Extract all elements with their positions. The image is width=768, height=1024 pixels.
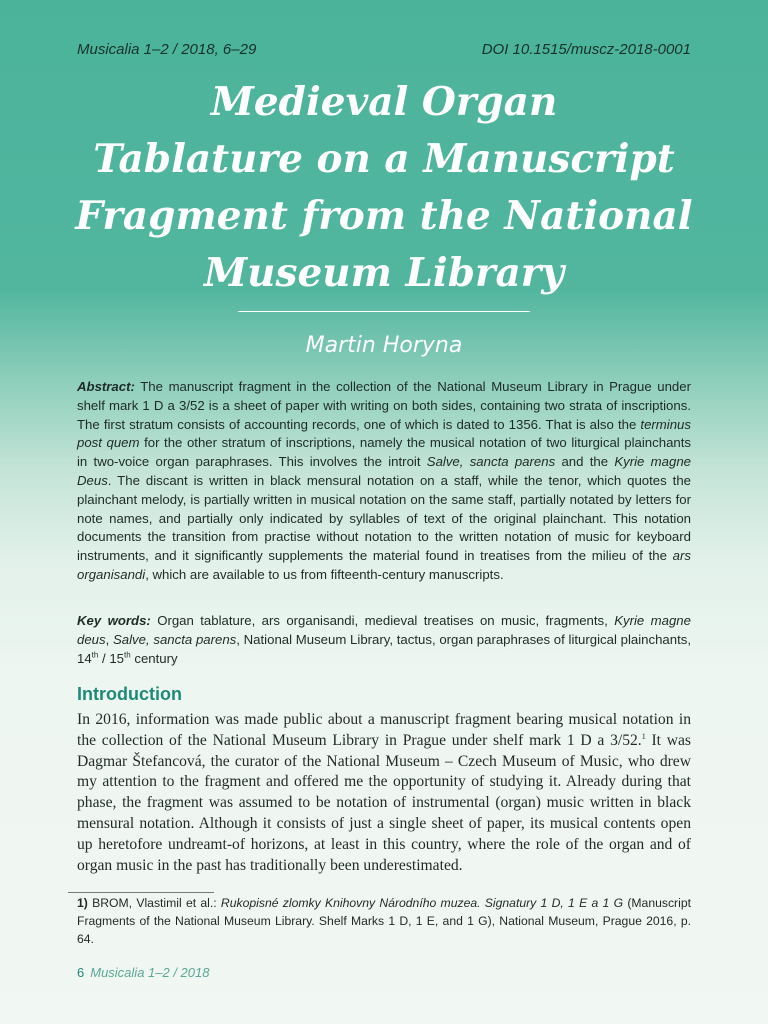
superscript: th — [124, 650, 131, 660]
keywords-text: , — [105, 631, 113, 647]
page-footer — [77, 965, 209, 980]
journal-citation: Musicalia 1–2 / 2018, 6–29 — [77, 41, 257, 58]
abstract-text: . The discant is written in black mensural notation on a staff, while the tenor, which quotes the plainchant melody, is partially written in musical notation on the same staff, partially notated by letters for note names, and partially only indicated by syllables of text of the original plainchant. This notation documents the transition from practise without notation to the written notation of music for keyboard instruments, and it significantly supplements the material found in treatises from the milieu of the — [77, 472, 691, 564]
abstract-label: Abstract: — [77, 379, 135, 394]
footnote — [77, 894, 691, 948]
abstract-text: for the other stratum of inscriptions, namely the musical notation of two liturgical plainchants in two-voice organ paraphrases. This involves the introit — [77, 435, 691, 470]
title-line: Tablature on a Manuscript — [93, 136, 675, 182]
keywords-text: century — [130, 650, 178, 666]
footnote-divider — [68, 892, 214, 893]
keywords — [77, 612, 691, 668]
superscript: th — [91, 650, 99, 660]
title-divider — [238, 311, 530, 312]
body-text: It was Dagmar Štefancová, the curator of the National Museum – Czech Museum of Music, who drew my attention to the fragment and offered me the opportunity of studying it. Already during that phase, the fragment was assumed to be notation of instrumental (organ) music written in black mensural notation. Although it consists of just a single sheet of paper, its musical contents open up heretofore undreamt-of horizons, at least in this country, where the role of the organ and of organ music in the past has traditionally been underestimated. — [77, 731, 691, 874]
keywords-italic: Kyrie magne deus — [77, 613, 691, 647]
footnote-reference[interactable]: 1 — [641, 731, 646, 741]
title-line: Fragment from the National — [75, 193, 693, 239]
abstract-italic: Kyrie magne Deus — [77, 454, 691, 488]
keywords-text: / 15 — [98, 650, 125, 666]
abstract-text: The manuscript fragment in the collection of the National Museum Library in Prague under shelf mark 1 D a 3/52 is a sheet of paper with writing on both sides, containing two strata of inscriptions. The first stratum consists of accounting records, one of which is dated to 1356. That is also the — [77, 379, 691, 432]
section-heading-introduction: Introduction — [77, 684, 182, 704]
title-line: Museum Library — [203, 250, 565, 296]
title-line: Medieval Organ — [210, 79, 558, 125]
abstract-italic: Salve, sancta parens — [426, 454, 556, 470]
footer-journal: Musicalia 1–2 / 2018 — [90, 965, 210, 980]
abstract-italic: terminus post quem — [77, 416, 691, 451]
keywords-italic: Salve, sancta parens — [113, 631, 237, 647]
keywords-label: Key words: — [77, 613, 151, 628]
introduction-paragraph — [77, 710, 691, 876]
abstract-italic: ars organisandi — [77, 548, 691, 582]
abstract-text: and the — [555, 454, 615, 470]
keywords-text: , National Museum Library, tactus, organ paraphrases of liturgical plainchants, 14 — [77, 631, 691, 666]
author-name: Martin Horyna — [305, 333, 463, 358]
abstract-text: , which are available to us from fifteenth-century manuscripts. — [145, 566, 504, 582]
article-title — [60, 74, 708, 302]
footnote-text: BROM, Vlastimil et al.: — [87, 896, 221, 910]
footnote-number: 1) — [77, 896, 88, 910]
abstract — [77, 378, 691, 585]
running-header — [77, 41, 691, 58]
keywords-text: Organ tablature, ars organisandi, medieval treatises on music, fragments, — [150, 613, 615, 628]
body-text: In 2016, information was made public about a manuscript fragment bearing musical notation in the collection of the National Museum Library in Prague under shelf mark 1 D a 3/52. — [77, 711, 691, 749]
footnote-italic: Rukopisné zlomky Knihovny Národního muzea. Signatury 1 D, 1 E a 1 G — [220, 896, 624, 910]
page-number: 6 — [77, 965, 85, 980]
footnote-text: (Manuscript Fragments of the National Museum Library. Shelf Marks 1 D, 1 E, and 1 G), National Museum, Prague 2016, p. 64. — [77, 896, 691, 946]
doi: DOI 10.1515/muscz-2018-0001 — [481, 41, 691, 58]
